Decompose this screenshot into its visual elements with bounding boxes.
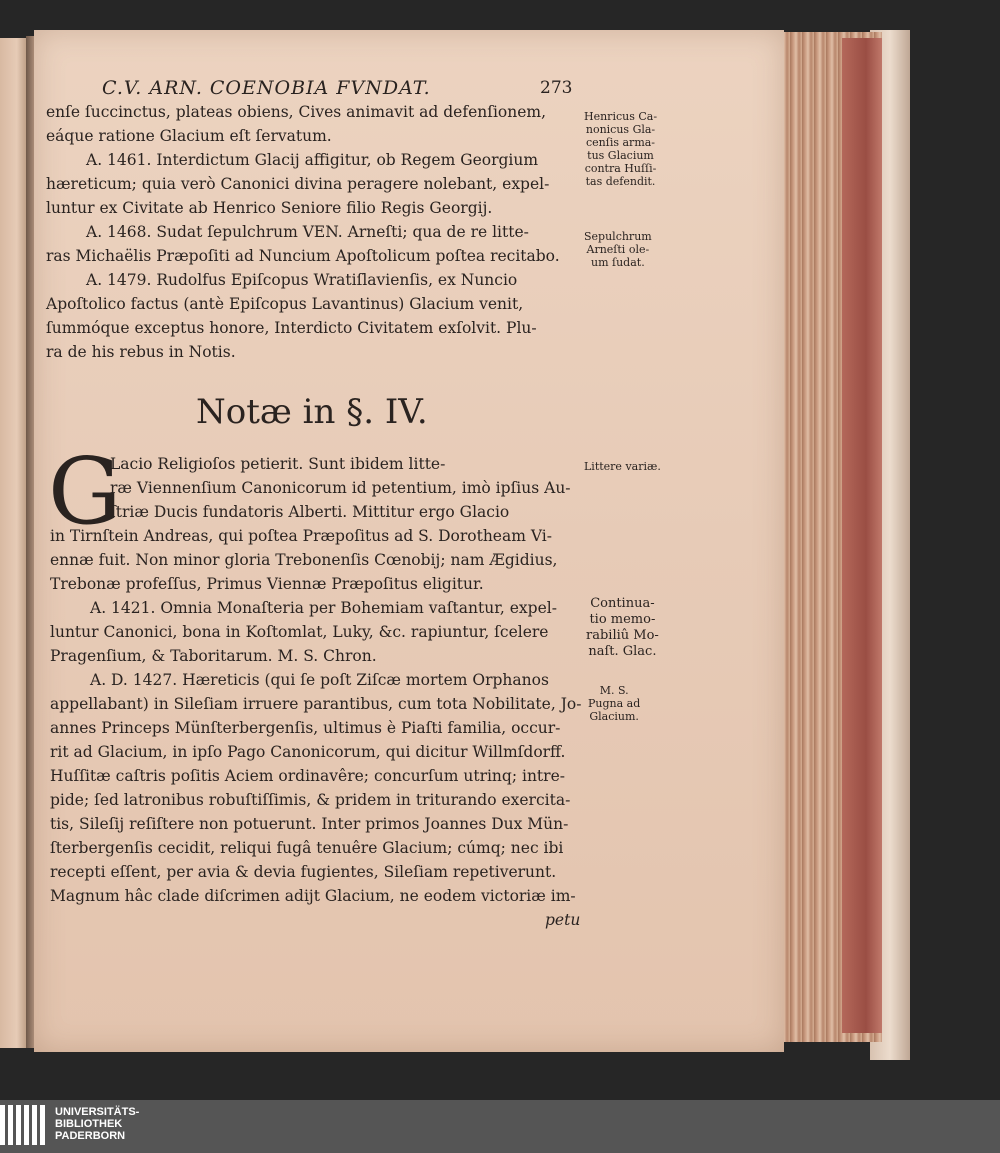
body-line: A. 1461. Interdictum Glacij affigitur, ob Regem Georgium <box>86 151 539 169</box>
notes-line: ræ Viennenſium Canonicorum id petentium, imò ipſius Au- <box>110 479 571 497</box>
marginal-line: Littere variæ. <box>584 460 661 473</box>
notes-line: Lacio Religioſos petierit. Sunt ibidem litte- <box>110 455 446 473</box>
marginal-line: contra Huſſi- <box>584 162 657 175</box>
notes-line: Magnum hâc clade diſcrimen adijt Glacium, ne eodem victoriæ im- <box>50 887 576 905</box>
marginal-line: tas defendit. <box>585 175 656 188</box>
notes-line: appellabant) in Sileſiam irruere parantibus, cum tota Nobilitate, Jo- <box>50 695 582 713</box>
drop-cap: G <box>48 438 122 545</box>
marginal-note <box>588 684 640 723</box>
notes-line: pide; ſed latronibus robuſtiſſimis, & pridem in triturando exercita- <box>50 791 571 809</box>
running-head: C.V. ARN. COENOBIA FVNDAT. <box>102 77 431 99</box>
library-name-line: BIBLIOTHEK <box>55 1118 123 1130</box>
left-page-edge <box>0 38 28 1048</box>
notes-line: A. 1421. Omnia Monaſteria per Bohemiam vaſtantur, expel- <box>90 599 557 617</box>
marginal-line: Arneſti ole- <box>586 243 650 256</box>
marginal-line: naſt. Glac. <box>588 644 657 659</box>
library-name <box>55 1106 139 1142</box>
catchword: petu <box>545 911 581 929</box>
marginal-line: cenſis arma- <box>586 136 656 149</box>
body-line: hæreticum; quia verò Canonici divina peragere nolebant, expel- <box>46 175 550 193</box>
red-edge <box>842 38 882 1033</box>
marginal-note <box>584 110 657 188</box>
marginal-line: rabiliû Mo- <box>586 628 659 643</box>
marginal-line: Henricus Ca- <box>584 110 658 123</box>
body-text <box>46 100 586 364</box>
notes-line: annes Princeps Münſterbergenſis, ultimus è Piaſti familia, occur- <box>50 719 561 737</box>
body-line: eáque ratione Glacium eſt ſervatum. <box>46 127 332 145</box>
notes-line: A. D. 1427. Hæreticis (qui ſe poſt Ziſcæ mortem Orphanos <box>90 671 549 689</box>
notes-indented <box>110 452 571 524</box>
body-line: ras Michaëlis Præpoſiti ad Nuncium Apoſtolicum poſtea recitabo. <box>46 247 560 265</box>
library-name-line: UNIVERSITÄTS- <box>55 1106 140 1118</box>
notes-line: ſterbergenſis cecidit, reliqui fugâ tenuêre Glacium; cúmq; nec ibi <box>50 839 564 857</box>
notes-line: Pragenſium, & Taboritarum. M. S. Chron. <box>50 647 377 665</box>
body-line: A. 1479. Rudolfus Epiſcopus Wratiſlavienſis, ex Nuncio <box>86 271 518 289</box>
marginal-line: um ſudat. <box>591 256 645 269</box>
notes-line: recepti eſſent, per avia & devia fugientes, Sileſiam repetiverunt. <box>50 863 557 881</box>
notes-line: tis, Sileſij reſiſtere non potuerunt. Inter primos Joannes Dux Mün- <box>50 815 569 833</box>
marginal-line: Continua- <box>590 596 655 611</box>
marginal-line: Glacium. <box>589 710 639 723</box>
notes-line: ennæ fuit. Non minor gloria Trebonenſis Cœnobij; nam Ægidius, <box>50 551 558 569</box>
marginal-note <box>584 460 661 473</box>
marginal-line: Sepulchrum <box>584 230 652 243</box>
marginal-line: M. S. <box>599 684 629 697</box>
library-logo-icon <box>0 1105 48 1149</box>
notes-line: in Tirnſtein Andreas, qui poſtea Præpoſitus ad S. Dorotheam Vi- <box>50 527 552 545</box>
body-line: enſe ſuccinctus, plateas obiens, Cives animavit ad defenſionem, <box>46 103 547 121</box>
notes-line: Trebonæ profeſſus, Primus Viennæ Præpoſitus eligitur. <box>50 575 484 593</box>
marginal-line: tio memo- <box>589 612 656 627</box>
marginal-line: tus Glacium <box>587 149 654 162</box>
notes-line: ſtriæ Ducis fundatoris Alberti. Mittitur ergo Glacio <box>110 503 510 521</box>
marginal-note <box>584 230 652 269</box>
marginal-note <box>586 596 659 660</box>
body-line: Apoſtolico factus (antè Epiſcopus Lavantinus) Glacium venit, <box>46 295 524 313</box>
body-line: luntur ex Civitate ab Henrico Seniore filio Regis Georgij. <box>46 199 493 217</box>
notes-line: luntur Canonici, bona in Koſtomlat, Luky, &c. rapiuntur, ſcelere <box>50 623 549 641</box>
page-number: 273 <box>540 78 573 98</box>
library-footer <box>0 1100 1000 1153</box>
marginal-line: Pugna ad <box>588 697 641 710</box>
notes-line: rit ad Glacium, in ipſo Pago Canonicorum, qui dicitur Willmſdorff. <box>50 743 566 761</box>
section-heading: Notæ in §. IV. <box>196 392 428 432</box>
notes-body <box>50 524 581 932</box>
marginal-line: nonicus Gla- <box>585 123 656 136</box>
body-line: ſummóque exceptus honore, Interdicto Civitatem exſolvit. Plu- <box>46 319 537 337</box>
notes-line: Huſſitæ caſtris poſitis Aciem ordinavêre; concurſum utrinq; intre- <box>50 767 565 785</box>
library-name-line: PADERBORN <box>55 1130 126 1142</box>
body-line: A. 1468. Sudat ſepulchrum VEN. Arneſti; qua de re litte- <box>86 223 529 241</box>
body-line: ra de his rebus in Notis. <box>46 343 236 361</box>
